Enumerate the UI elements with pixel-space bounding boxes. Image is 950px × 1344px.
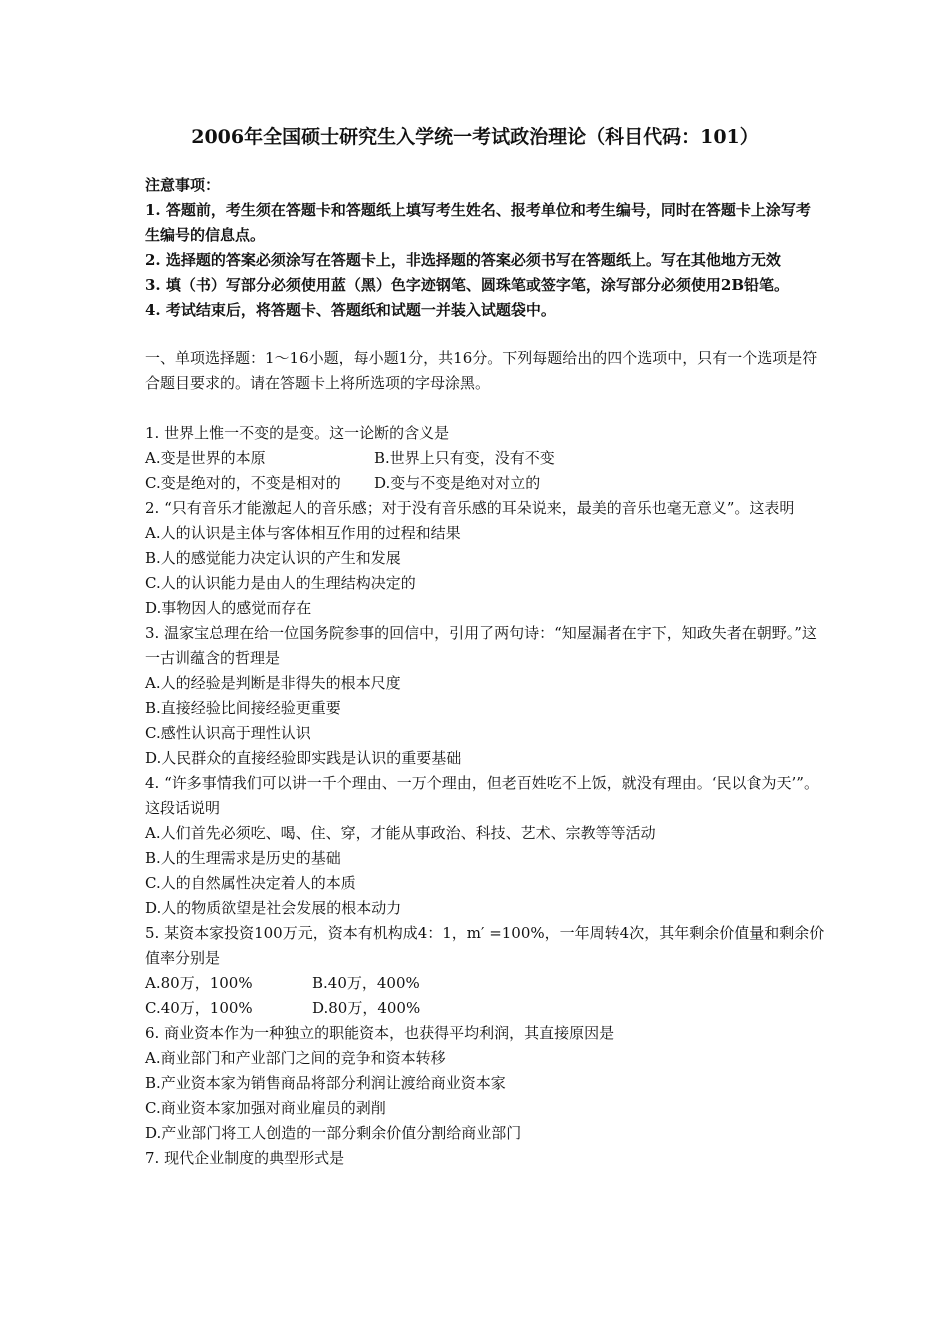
option-c: C.人的自然属性决定着人的本质 <box>145 874 356 892</box>
option-a: A.人的经验是判断是非得失的根本尺度 <box>145 674 401 692</box>
option-row <box>145 971 825 996</box>
option-d: D.变与不变是绝对对立的 <box>374 474 541 492</box>
option-c: C.感性认识高于理性认识 <box>145 724 311 742</box>
option-b: B.世界上只有变，没有不变 <box>374 449 555 467</box>
option-a: A.商业部门和产业部门之间的竞争和资本转移 <box>145 1049 446 1067</box>
option-d: D.80万，400% <box>312 999 421 1017</box>
option-d: D.人民群众的直接经验即实践是认识的重要基础 <box>145 749 462 767</box>
option-b: B.人的感觉能力决定认识的产生和发展 <box>145 549 401 567</box>
question-stem: 1. 世界上惟一不变的是变。这一论断的含义是 <box>145 424 450 442</box>
question-list <box>145 421 825 1171</box>
option-d: D.人的物质欲望是社会发展的根本动力 <box>145 899 402 917</box>
notice-item: 4. 考试结束后，将答题卡、答题纸和试题一并装入试题袋中。 <box>145 301 556 319</box>
option-c: C.变是绝对的，不变是相对的 <box>145 474 341 492</box>
option-b: B.40万，400% <box>312 974 420 992</box>
section-intro-text: 一、单项选择题：1～16小题，每小题1分，共16分。下列每题给出的四个选项中，只有一个选项是符合题目要求的。请在答题卡上将所选项的字母涂黑。 <box>145 349 818 392</box>
section-intro <box>145 346 825 396</box>
option-a: A.人们首先必须吃、喝、住、穿，才能从事政治、科技、艺术、宗教等等活动 <box>145 824 656 842</box>
option-b: B.产业资本家为销售商品将部分利润让渡给商业资本家 <box>145 1074 506 1092</box>
question-stem: 3. 温家宝总理在给一位国务院参事的回信中，引用了两句诗：“知屋漏者在宇下，知政失者在朝野。”这一古训蕴含的哲理是 <box>145 624 817 667</box>
question-stem: 6. 商业资本作为一种独立的职能资本，也获得平均利润，其直接原因是 <box>145 1024 615 1042</box>
question-stem: 5. 某资本家投资100万元，资本有机构成4：1，m′ =100%，一年周转4次，其年剩余价值量和剩余价值率分别是 <box>145 924 825 967</box>
option-d: D.产业部门将工人创造的一部分剩余价值分割给商业部门 <box>145 1124 522 1142</box>
notice-block <box>145 173 825 323</box>
notice-item: 1. 答题前，考生须在答题卡和答题纸上填写考生姓名、报考单位和考生编号，同时在答题卡上涂写考生编号的信息点。 <box>145 201 811 244</box>
option-row <box>145 471 825 496</box>
option-a: A.80万，100% <box>145 974 253 992</box>
notice-item: 2. 选择题的答案必须涂写在答题卡上，非选择题的答案必须书写在答题纸上。写在其他地方无效 <box>145 251 781 269</box>
option-c: C.商业资本家加强对商业雇员的剥削 <box>145 1099 386 1117</box>
question-stem: 7. 现代企业制度的典型形式是 <box>145 1149 345 1167</box>
option-c: C.人的认识能力是由人的生理结构决定的 <box>145 574 416 592</box>
option-row <box>145 446 825 471</box>
exam-title: 2006年全国硕士研究生入学统一考试政治理论（科目代码：101） <box>191 126 759 148</box>
notice-heading: 注意事项： <box>145 176 221 194</box>
question-stem: 4. “许多事情我们可以讲一千个理由、一万个理由，但老百姓吃不上饭，就没有理由。‘民以食为天’”。这段话说明 <box>145 774 819 817</box>
option-row <box>145 996 825 1021</box>
document-body <box>145 173 825 1171</box>
option-b: B.人的生理需求是历史的基础 <box>145 849 341 867</box>
option-a: A.人的认识是主体与客体相互作用的过程和结果 <box>145 524 461 542</box>
option-a: A.变是世界的本原 <box>145 449 266 467</box>
notice-item: 3. 填（书）写部分必须使用蓝（黑）色字迹钢笔、圆珠笔或签字笔，涂写部分必须使用2B铅笔。 <box>145 276 790 294</box>
question-stem: 2. “只有音乐才能激起人的音乐感；对于没有音乐感的耳朵说来，最美的音乐也毫无意义”。这表明 <box>145 499 795 517</box>
option-c: C.40万，100% <box>145 999 253 1017</box>
option-d: D.事物因人的感觉而存在 <box>145 599 312 617</box>
option-b: B.直接经验比间接经验更重要 <box>145 699 341 717</box>
